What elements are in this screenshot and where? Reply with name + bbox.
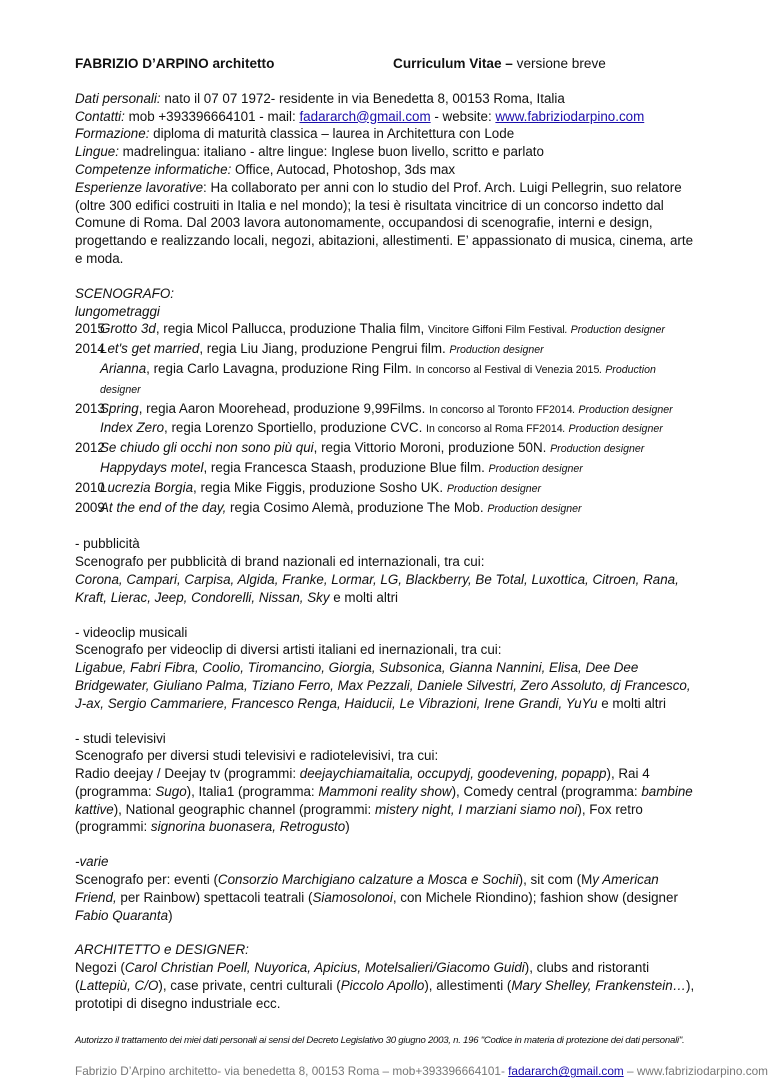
videoclip-list: Ligabue, Fabri Fibra, Coolio, Tiromancino, Giorgia, Subsonica, Gianna Nannini, Elisa, Dee Dee Bridgewater, Giuliano Palma, Tiziano Ferro, Max Pezzali, Daniele Silvestri, Zero Assoluto, dj Francesco, J-ax, Sergio Cammariere, Francesco Renga, Haiducii, Le Vibrazioni, Irene Grandi, YuYu e molti altri	[75, 660, 691, 711]
film-role: Production designer	[550, 443, 645, 456]
film-row	[75, 320, 695, 340]
film-row	[75, 360, 695, 400]
film-entry	[100, 400, 673, 420]
studi-section	[75, 730, 695, 837]
film-title: Spring	[100, 400, 139, 416]
esperienze: Esperienze lavorative: Ha collaborato per anni con lo studio del Prof. Arch. Luigi Pellegrin, suo relatore (oltre 300 edifici costruiti in Italia e nel mondo); la tesi è risultata vincitrice di un concorso indetto dal Comune di Roma. Dal 2003 lavora autonomamente, occupandosi di scenografie, interni e design, progettando e realizzando locali, negozi, abitazioni, allestimenti. E’ appassionato di musica, cinema, arte e moda.	[75, 179, 694, 266]
film-year: 2013	[75, 400, 105, 416]
film-year: 2009	[75, 499, 105, 515]
competenze: Competenze informatiche: Office, Autocad, Photoshop, 3ds max	[75, 161, 456, 177]
header	[75, 55, 695, 73]
lingue: Lingue: madrelingua: italiano - altre lingue: Inglese buon livello, scritto e parlato	[75, 144, 544, 160]
studi-text: Radio deejay / Deejay tv (programmi: deejaychiamaitalia, occupydj, goodevening, popapp), Rai 4 (programma: Sugo), Italia1 (programma: Mammoni reality show), Comedy central (programma: bambine kattive), National geographic channel (programmi: mistery night, I marziani siamo noi), Fox retro (programmi: signorina buonasera, Retrogusto)	[75, 766, 693, 835]
film-info: , regia Lorenzo Sportiello, produzione CVC.	[164, 420, 427, 436]
film-role: . Production designer	[100, 363, 656, 396]
film-info: , regia Liu Jiang, produzione Pengrui film.	[199, 341, 450, 357]
film-info: , regia Vittorio Moroni, produzione 50N.	[313, 440, 551, 456]
film-role: Production designer	[446, 482, 542, 495]
film-row	[75, 499, 695, 519]
film-entry	[100, 340, 544, 360]
film-year: 2015	[75, 321, 105, 337]
studi-intro: Scenografo per diversi studi televisivi e radiotelevisivi, tra cui:	[75, 748, 439, 764]
email-link[interactable]: fadararch@gmail.com	[299, 108, 431, 124]
footer-email-link[interactable]: fadararch@gmail.com	[508, 1064, 624, 1079]
film-role: . Production designer	[572, 403, 673, 416]
film-title: Happydays motel	[100, 459, 204, 475]
scenografo-subtitle: lungometraggi	[75, 303, 160, 319]
scenografo-title: SCENOGRAFO:	[75, 285, 174, 301]
film-role: . Production designer	[564, 324, 665, 337]
film-award: In concorso al Toronto FF2014	[429, 403, 573, 416]
film-entry	[100, 419, 663, 439]
film-title: Let's get married	[100, 341, 200, 357]
film-row	[75, 479, 695, 499]
film-year	[75, 419, 100, 439]
film-year: 2010	[75, 479, 105, 495]
pubblicita-section	[75, 535, 695, 606]
film-award: In concorso al Roma FF2014	[426, 423, 563, 436]
film-role: Production designer	[449, 344, 544, 357]
cv-version: versione breve	[512, 56, 606, 71]
film-role: Production designer	[487, 502, 582, 515]
film-entry	[100, 439, 644, 459]
film-row	[75, 400, 695, 420]
videoclip-section	[75, 624, 695, 713]
film-entry	[100, 360, 695, 400]
author-name: FABRIZIO D’ARPINO architetto	[75, 56, 275, 71]
film-year	[75, 459, 100, 479]
film-entry	[100, 499, 582, 519]
personal-info	[75, 90, 695, 268]
videoclip-intro: Scenografo per videoclip di diversi artisti italiani ed inernazionali, tra cui:	[75, 642, 502, 658]
scenografo-section	[75, 285, 695, 519]
film-title: Arianna	[100, 360, 147, 376]
film-info: regia Cosimo Alemà, produzione The Mob.	[226, 499, 488, 515]
film-row	[75, 439, 695, 459]
film-info: , regia Francesca Staash, produzione Blue film.	[203, 459, 489, 475]
film-entry	[100, 479, 541, 499]
film-list	[75, 320, 695, 518]
film-year: 2012	[75, 440, 105, 456]
film-role: . Production designer	[562, 423, 663, 436]
varie-section	[75, 853, 695, 924]
film-title: Lucrezia Borgia	[100, 479, 194, 495]
film-role: Production designer	[488, 462, 583, 475]
pubblicita-title: - pubblicità	[75, 536, 140, 552]
film-award: Vincitore Giffoni Film Festival	[427, 324, 565, 337]
architetto-section	[75, 941, 695, 1012]
dati-personali: Dati personali: nato il 07 07 1972- residente in via Benedetta 8, 00153 Roma, Italia	[75, 90, 565, 106]
website-link[interactable]: www.fabriziodarpino.com	[495, 108, 645, 124]
film-title: Grotto 3d	[100, 321, 156, 337]
formazione: Formazione: diploma di maturità classica – laurea in Architettura con Lode	[75, 126, 515, 142]
cv-title: Curriculum Vitae – versione breve	[393, 56, 606, 71]
film-row	[75, 340, 695, 360]
varie-title: -varie	[75, 854, 109, 870]
film-row	[75, 459, 695, 479]
architetto-title: ARCHITETTO e DESIGNER:	[75, 942, 249, 958]
film-year: 2014	[75, 341, 105, 357]
film-entry	[100, 320, 665, 340]
film-year	[75, 360, 100, 400]
videoclip-title: - videoclip musicali	[75, 624, 188, 640]
film-info: , regia Carlo Lavagna, produzione Ring Film.	[146, 360, 416, 376]
contatti: Contatti: mob +393396664101 - mail: fadararch@gmail.com - website: www.fabriziodarpino.com	[75, 108, 645, 124]
film-entry	[100, 459, 583, 479]
film-info: , regia Micol Pallucca, produzione Thalia film,	[155, 321, 428, 337]
privacy-note: Autorizzo il trattamento dei miei dati personali ai sensi del Decreto Legislativo 30 giugno 2003, n. 196 "Codice in materia di protezione dei dati personali".	[75, 1034, 685, 1046]
film-title: Index Zero	[100, 420, 165, 436]
film-info: , regia Mike Figgis, produzione Sosho UK.	[193, 479, 447, 495]
varie-text: Scenografo per: eventi (Consorzio Marchigiano calzature a Mosca e Sochii), sit com (My American Friend, per Rainbow) spettacoli teatrali (Siamosolonoi, con Michele Riondino); fashion show (designer Fabio Quaranta)	[75, 872, 678, 923]
film-row	[75, 419, 695, 439]
cv-page	[75, 55, 768, 1081]
architetto-text: Negozi (Carol Christian Poell, Nuyorica, Apicius, Motelsalieri/Giacomo Guidi), clubs and ristoranti (Lattepiù, C/O), case private, centri culturali (Piccolo Apollo), allestimenti (Mary Shelley, Frankenstein…), prototipi di disegno industriale ecc.	[75, 960, 695, 1011]
studi-title: - studi televisivi	[75, 730, 166, 746]
film-title: At the end of the day,	[100, 499, 227, 515]
pubblicita-intro: Scenografo per pubblicità di brand nazionali ed internazionali, tra cui:	[75, 554, 485, 570]
film-info: , regia Aaron Moorehead, produzione 9,99Films.	[138, 400, 430, 416]
film-award: In concorso al Festival di Venezia 2015	[415, 363, 600, 376]
footer: Fabrizio D’Arpino architetto- via benedetta 8, 00153 Roma – mob+393396664101- fadararch@gmail.com – www.fabriziodarpino.com	[75, 1064, 768, 1079]
film-title: Se chiudo gli occhi non sono più qui	[100, 440, 314, 456]
pubblicita-list: Corona, Campari, Carpisa, Algida, Franke, Lormar, LG, Blackberry, Be Total, Luxottica, Citroen, Rana, Kraft, Lierac, Jeep, Condorelli, Nissan, Sky e molti altri	[75, 571, 679, 605]
